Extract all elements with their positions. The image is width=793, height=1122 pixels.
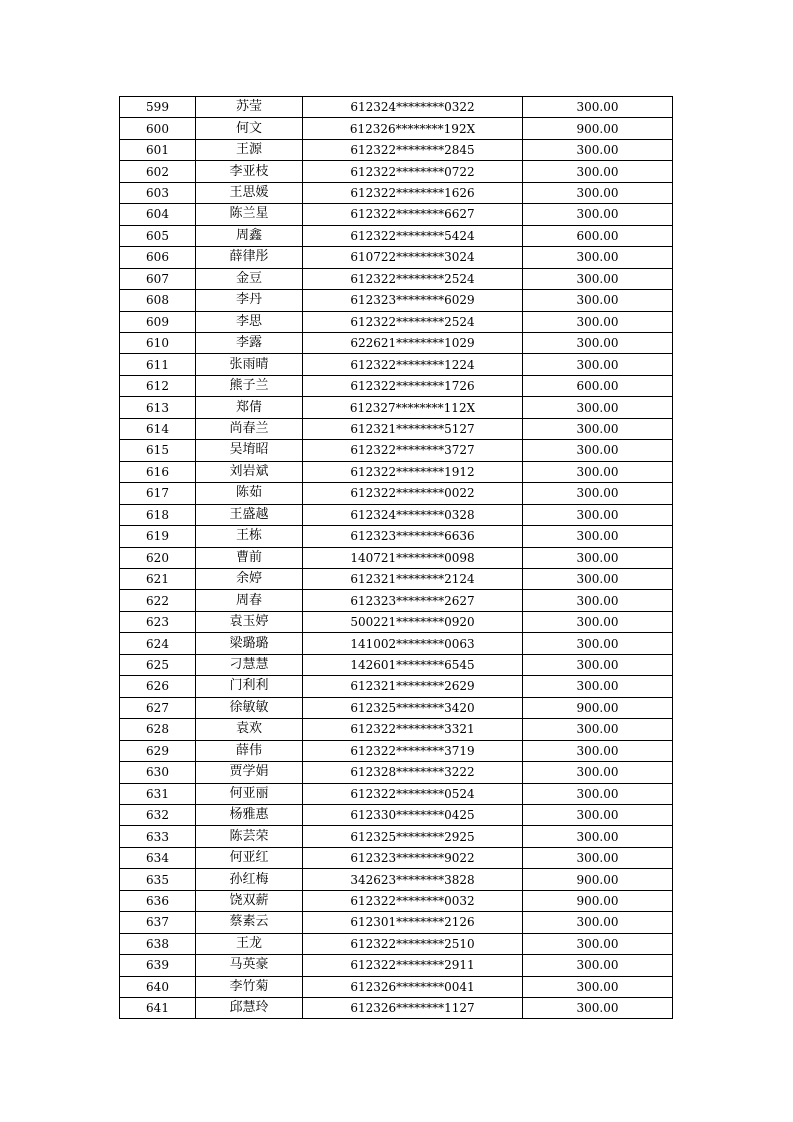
id-number-cell: 612323********6636 [303, 526, 523, 547]
row-number-cell: 621 [120, 568, 196, 589]
id-number-cell: 612322********3727 [303, 440, 523, 461]
name-cell: 周鑫 [196, 225, 303, 246]
amount-cell: 300.00 [523, 933, 673, 954]
table-row [120, 654, 673, 675]
row-number-cell: 631 [120, 783, 196, 804]
name-cell: 李思 [196, 311, 303, 332]
id-number-cell: 612330********0425 [303, 804, 523, 825]
row-number-cell: 627 [120, 697, 196, 718]
table-row [120, 547, 673, 568]
name-cell: 蔡素云 [196, 912, 303, 933]
id-number-cell: 612322********3719 [303, 740, 523, 761]
amount-cell: 300.00 [523, 804, 673, 825]
table-body [120, 97, 673, 1019]
row-number-cell: 632 [120, 804, 196, 825]
name-cell: 袁欢 [196, 719, 303, 740]
name-cell: 苏莹 [196, 97, 303, 118]
row-number-cell: 628 [120, 719, 196, 740]
amount-cell: 300.00 [523, 676, 673, 697]
name-cell: 王思媛 [196, 182, 303, 203]
id-number-cell: 612326********0041 [303, 976, 523, 997]
row-number-cell: 639 [120, 955, 196, 976]
amount-cell: 300.00 [523, 590, 673, 611]
table-row [120, 912, 673, 933]
amount-cell: 300.00 [523, 912, 673, 933]
table-row [120, 483, 673, 504]
row-number-cell: 613 [120, 397, 196, 418]
table-row [120, 697, 673, 718]
id-number-cell: 612322********1726 [303, 375, 523, 396]
name-cell: 王龙 [196, 933, 303, 954]
name-cell: 刁慧慧 [196, 654, 303, 675]
amount-cell: 900.00 [523, 869, 673, 890]
row-number-cell: 640 [120, 976, 196, 997]
amount-cell: 300.00 [523, 762, 673, 783]
row-number-cell: 608 [120, 290, 196, 311]
amount-cell: 300.00 [523, 161, 673, 182]
table-row [120, 826, 673, 847]
table-row [120, 204, 673, 225]
row-number-cell: 624 [120, 633, 196, 654]
table-row [120, 504, 673, 525]
name-cell: 吴堉昭 [196, 440, 303, 461]
row-number-cell: 625 [120, 654, 196, 675]
name-cell: 陈兰星 [196, 204, 303, 225]
name-cell: 邱慧玲 [196, 998, 303, 1019]
id-number-cell: 612324********0328 [303, 504, 523, 525]
id-number-cell: 342623********3828 [303, 869, 523, 890]
id-number-cell: 612322********0022 [303, 483, 523, 504]
table-row [120, 676, 673, 697]
id-number-cell: 612322********2510 [303, 933, 523, 954]
row-number-cell: 636 [120, 890, 196, 911]
name-cell: 饶双薪 [196, 890, 303, 911]
row-number-cell: 612 [120, 375, 196, 396]
id-number-cell: 612322********2524 [303, 268, 523, 289]
amount-cell: 300.00 [523, 418, 673, 439]
row-number-cell: 601 [120, 139, 196, 160]
name-cell: 徐敏敏 [196, 697, 303, 718]
id-number-cell: 612328********3222 [303, 762, 523, 783]
amount-cell: 300.00 [523, 998, 673, 1019]
row-number-cell: 623 [120, 611, 196, 632]
id-number-cell: 612326********192X [303, 118, 523, 139]
name-cell: 李丹 [196, 290, 303, 311]
amount-cell: 300.00 [523, 354, 673, 375]
table-row [120, 375, 673, 396]
id-number-cell: 612321********2629 [303, 676, 523, 697]
name-cell: 熊子兰 [196, 375, 303, 396]
amount-cell: 300.00 [523, 826, 673, 847]
row-number-cell: 618 [120, 504, 196, 525]
row-number-cell: 615 [120, 440, 196, 461]
amount-cell: 300.00 [523, 290, 673, 311]
table-row [120, 590, 673, 611]
id-number-cell: 500221********0920 [303, 611, 523, 632]
table-row [120, 268, 673, 289]
table-row [120, 740, 673, 761]
id-number-cell: 612322********5424 [303, 225, 523, 246]
row-number-cell: 637 [120, 912, 196, 933]
row-number-cell: 629 [120, 740, 196, 761]
name-cell: 贾学娟 [196, 762, 303, 783]
name-cell: 孙红梅 [196, 869, 303, 890]
id-number-cell: 612321********2124 [303, 568, 523, 589]
amount-cell: 300.00 [523, 461, 673, 482]
id-number-cell: 612301********2126 [303, 912, 523, 933]
amount-cell: 300.00 [523, 397, 673, 418]
table-row [120, 633, 673, 654]
amount-cell: 300.00 [523, 332, 673, 353]
row-number-cell: 602 [120, 161, 196, 182]
table-row [120, 611, 673, 632]
row-number-cell: 605 [120, 225, 196, 246]
amount-cell: 300.00 [523, 504, 673, 525]
id-number-cell: 612322********3321 [303, 719, 523, 740]
id-number-cell: 612322********2524 [303, 311, 523, 332]
table-row [120, 719, 673, 740]
id-number-cell: 612322********2845 [303, 139, 523, 160]
table-row [120, 161, 673, 182]
row-number-cell: 614 [120, 418, 196, 439]
id-number-cell: 612322********0722 [303, 161, 523, 182]
table-row [120, 526, 673, 547]
amount-cell: 300.00 [523, 311, 673, 332]
row-number-cell: 599 [120, 97, 196, 118]
id-number-cell: 612321********5127 [303, 418, 523, 439]
name-cell: 陈茹 [196, 483, 303, 504]
id-number-cell: 612327********112X [303, 397, 523, 418]
table-row [120, 225, 673, 246]
id-number-cell: 140721********0098 [303, 547, 523, 568]
amount-cell: 300.00 [523, 568, 673, 589]
name-cell: 何亚丽 [196, 783, 303, 804]
id-number-cell: 612322********1912 [303, 461, 523, 482]
name-cell: 张雨晴 [196, 354, 303, 375]
table-row [120, 847, 673, 868]
id-number-cell: 622621********1029 [303, 332, 523, 353]
id-number-cell: 612324********0322 [303, 97, 523, 118]
name-cell: 何亚红 [196, 847, 303, 868]
id-number-cell: 141002********0063 [303, 633, 523, 654]
amount-cell: 300.00 [523, 440, 673, 461]
row-number-cell: 611 [120, 354, 196, 375]
table-row [120, 890, 673, 911]
row-number-cell: 635 [120, 869, 196, 890]
name-cell: 周春 [196, 590, 303, 611]
name-cell: 李露 [196, 332, 303, 353]
table-row [120, 332, 673, 353]
table-row [120, 568, 673, 589]
row-number-cell: 641 [120, 998, 196, 1019]
amount-cell: 300.00 [523, 547, 673, 568]
name-cell: 杨雅惠 [196, 804, 303, 825]
table-row [120, 783, 673, 804]
amount-cell: 300.00 [523, 847, 673, 868]
row-number-cell: 638 [120, 933, 196, 954]
table-row [120, 461, 673, 482]
table-row [120, 933, 673, 954]
name-cell: 马英豪 [196, 955, 303, 976]
row-number-cell: 600 [120, 118, 196, 139]
table-row [120, 869, 673, 890]
row-number-cell: 617 [120, 483, 196, 504]
table-row [120, 440, 673, 461]
amount-cell: 300.00 [523, 955, 673, 976]
row-number-cell: 619 [120, 526, 196, 547]
table-row [120, 976, 673, 997]
amount-cell: 600.00 [523, 225, 673, 246]
amount-cell: 300.00 [523, 611, 673, 632]
table-row [120, 804, 673, 825]
row-number-cell: 609 [120, 311, 196, 332]
amount-cell: 300.00 [523, 526, 673, 547]
id-number-cell: 612322********0524 [303, 783, 523, 804]
name-cell: 薛律彤 [196, 247, 303, 268]
amount-cell: 300.00 [523, 719, 673, 740]
name-cell: 郑倩 [196, 397, 303, 418]
row-number-cell: 620 [120, 547, 196, 568]
name-cell: 袁玉婷 [196, 611, 303, 632]
table-row [120, 139, 673, 160]
id-number-cell: 612326********1127 [303, 998, 523, 1019]
amount-cell: 300.00 [523, 139, 673, 160]
table-row [120, 998, 673, 1019]
table-row [120, 397, 673, 418]
amount-cell: 300.00 [523, 182, 673, 203]
name-cell: 王盛越 [196, 504, 303, 525]
id-number-cell: 612322********1626 [303, 182, 523, 203]
amount-cell: 300.00 [523, 204, 673, 225]
table-row [120, 955, 673, 976]
amount-cell: 300.00 [523, 247, 673, 268]
name-cell: 王栋 [196, 526, 303, 547]
name-cell: 梁璐璐 [196, 633, 303, 654]
id-number-cell: 142601********6545 [303, 654, 523, 675]
table-row [120, 762, 673, 783]
amount-cell: 300.00 [523, 976, 673, 997]
id-number-cell: 612322********1224 [303, 354, 523, 375]
amount-cell: 300.00 [523, 740, 673, 761]
row-number-cell: 626 [120, 676, 196, 697]
amount-cell: 900.00 [523, 118, 673, 139]
name-cell: 陈芸荣 [196, 826, 303, 847]
name-cell: 金豆 [196, 268, 303, 289]
row-number-cell: 604 [120, 204, 196, 225]
row-number-cell: 616 [120, 461, 196, 482]
table-row [120, 290, 673, 311]
table-row [120, 354, 673, 375]
table-row [120, 97, 673, 118]
amount-cell: 300.00 [523, 268, 673, 289]
amount-cell: 300.00 [523, 654, 673, 675]
name-cell: 门利利 [196, 676, 303, 697]
name-cell: 余婷 [196, 568, 303, 589]
row-number-cell: 633 [120, 826, 196, 847]
row-number-cell: 622 [120, 590, 196, 611]
name-cell: 曹前 [196, 547, 303, 568]
table-row [120, 182, 673, 203]
id-number-cell: 612322********2911 [303, 955, 523, 976]
table-row [120, 418, 673, 439]
id-number-cell: 612322********6627 [303, 204, 523, 225]
data-table [119, 96, 673, 1019]
row-number-cell: 610 [120, 332, 196, 353]
amount-cell: 900.00 [523, 890, 673, 911]
row-number-cell: 634 [120, 847, 196, 868]
amount-cell: 900.00 [523, 697, 673, 718]
table-row [120, 311, 673, 332]
row-number-cell: 603 [120, 182, 196, 203]
row-number-cell: 607 [120, 268, 196, 289]
name-cell: 李亚枝 [196, 161, 303, 182]
table-row [120, 247, 673, 268]
name-cell: 尚春兰 [196, 418, 303, 439]
id-number-cell: 612325********2925 [303, 826, 523, 847]
id-number-cell: 612323********9022 [303, 847, 523, 868]
table-row [120, 118, 673, 139]
id-number-cell: 612325********3420 [303, 697, 523, 718]
amount-cell: 300.00 [523, 633, 673, 654]
name-cell: 何文 [196, 118, 303, 139]
amount-cell: 300.00 [523, 783, 673, 804]
id-number-cell: 612323********2627 [303, 590, 523, 611]
amount-cell: 300.00 [523, 483, 673, 504]
amount-cell: 300.00 [523, 97, 673, 118]
name-cell: 王源 [196, 139, 303, 160]
id-number-cell: 612323********6029 [303, 290, 523, 311]
name-cell: 李竹菊 [196, 976, 303, 997]
row-number-cell: 606 [120, 247, 196, 268]
name-cell: 刘岩斌 [196, 461, 303, 482]
row-number-cell: 630 [120, 762, 196, 783]
amount-cell: 600.00 [523, 375, 673, 396]
id-number-cell: 610722********3024 [303, 247, 523, 268]
name-cell: 薛伟 [196, 740, 303, 761]
id-number-cell: 612322********0032 [303, 890, 523, 911]
